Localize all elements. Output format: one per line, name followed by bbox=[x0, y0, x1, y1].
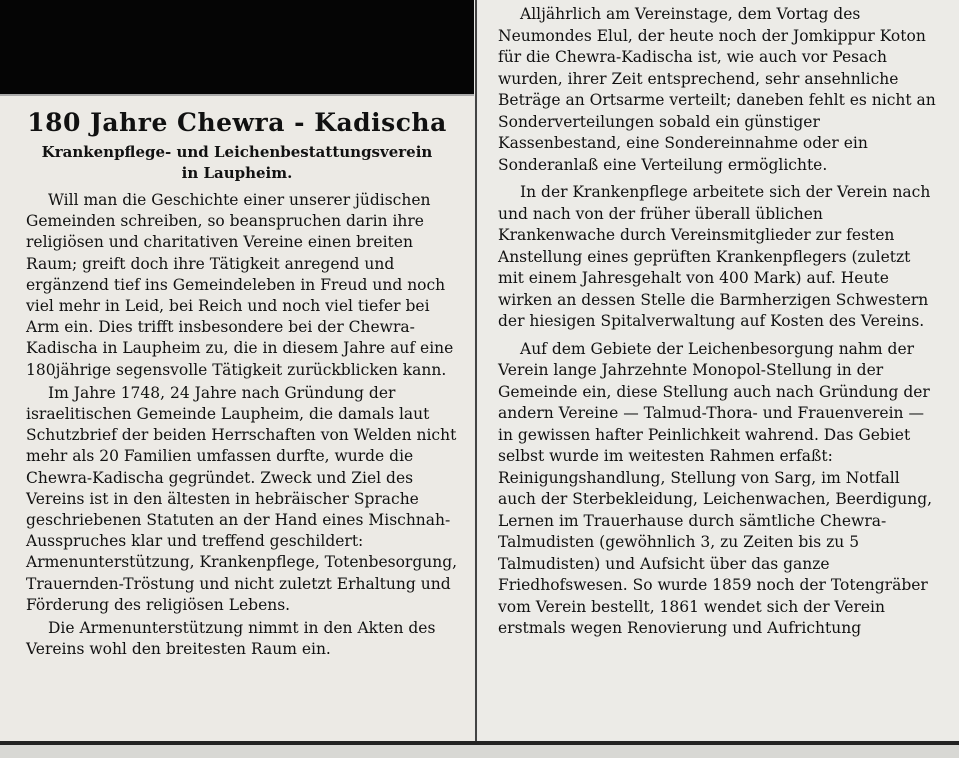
subhead-line-1: Krankenpflege- und Leichenbestattungsverein bbox=[41, 143, 433, 161]
paragraph-nursing: In der Krankenpflege arbeitete sich der Verein nach und nach von der früher überall üblichen Krankenwache durch Vereinsmitglieder zur festen Anstellung eines geprüften Krankenpflegers (zuletzt mit einem Jahresgehalt von 400 Mark) auf. Heute wirken an dessen Stelle die Barmherzigen Schwestern der hiesigen Spitalverwaltung auf Kosten des Vereins. bbox=[498, 183, 931, 330]
right-column-text bbox=[478, 0, 959, 640]
column-divider bbox=[475, 0, 477, 742]
paragraph-poor-relief-start: Die Armenunterstützung nimmt in den Akten des Vereins wohl den breitesten Raum ein. bbox=[26, 619, 436, 659]
left-column-text bbox=[0, 190, 474, 660]
paragraph-poor-relief: Alljährlich am Vereinstage, dem Vortag des Neumondes Elul, der heute noch der Jomkippur Koton für die Chewra-Kadischa ist, wie auch vor Pesach wurden, ihrer Zeit entsprechend, sehr ansehnliche Beträge an Ortsarme verteilt; daneben fehlt es nicht an Sonderverteilungen sobald ein günstiger Kassenbestand, eine Sondereinnahme oder ein Sonderanlaß eine Verteilung ermöglichte. bbox=[498, 5, 936, 174]
subhead-line-2: in Laupheim. bbox=[181, 164, 293, 182]
black-corner-region bbox=[0, 0, 474, 94]
article-headline: 180 Jahre Chewra - Kadischa bbox=[27, 108, 447, 137]
article-subhead bbox=[0, 142, 474, 184]
bottom-margin bbox=[0, 745, 959, 758]
paragraph-burial: Auf dem Gebiete der Leichenbesorgung nahm der Verein lange Jahrzehnte Monopol-Stellung in der Gemeinde ein, diese Stellung auch nach Gründung der andern Vereine — Talmud-Thora- und Frauenverein — in gewissen hafter Peinlichkeit wahrend. Das Gebiet selbst wurde im weitesten Rahmen erfaßt: Reinigungshandlung, Stellung von Sarg, im Notfall auch der Sterbekleidung, Leichenwachen, Beerdigung, Lernen im Trauerhause durch sämtliche Chewra-Talmudisten (gewöhnlich 3, zu Zeiten bis zu 5 Talmudisten) und Aufsicht über das ganze Friedhofswesen. So wurde 1859 noch der Totengräber vom Verein bestellt, 1861 wendet sich der Verein erstmals wegen Renovierung und Aufrichtung bbox=[498, 339, 933, 637]
paragraph-founding: Im Jahre 1748, 24 Jahre nach Gründung der israelitischen Gemeinde Laupheim, die damals laut Schutzbrief der beiden Herrschaften von Welden nicht mehr als 20 Familien umfassen durfte, wurde die Chewra-Kadischa gegründet. Zweck und Ziel des Vereins ist in den ältesten in hebräischer Sprache geschriebenen Statuten an der Hand eines Mischnah-Ausspruches klar und treffend geschildert: Armenunterstützung, Krankenpflege, Totenbesorgung, Trauernden-Tröstung und nicht zuletzt Erhaltung und Förderung des religiösen Lebens. bbox=[26, 383, 458, 614]
right-column bbox=[478, 0, 959, 740]
left-column bbox=[0, 94, 474, 742]
paragraph-intro: Will man die Geschichte einer unserer jüdischen Gemeinden schreiben, so beanspruchen darin ihre religiösen und charitativen Vereine einen breiten Raum; greift doch ihre Tätigkeit anregend und ergänzend tief ins Gemeindeleben in Freud und noch viel mehr in Leid, bei Reich und noch viel tiefer bei Arm ein. Dies trifft insbesondere bei der Chewra-Kadischa in Laupheim zu, die in diesem Jahre auf eine 180jährige segensvolle Tätigkeit zurückblicken kann. bbox=[26, 191, 454, 379]
